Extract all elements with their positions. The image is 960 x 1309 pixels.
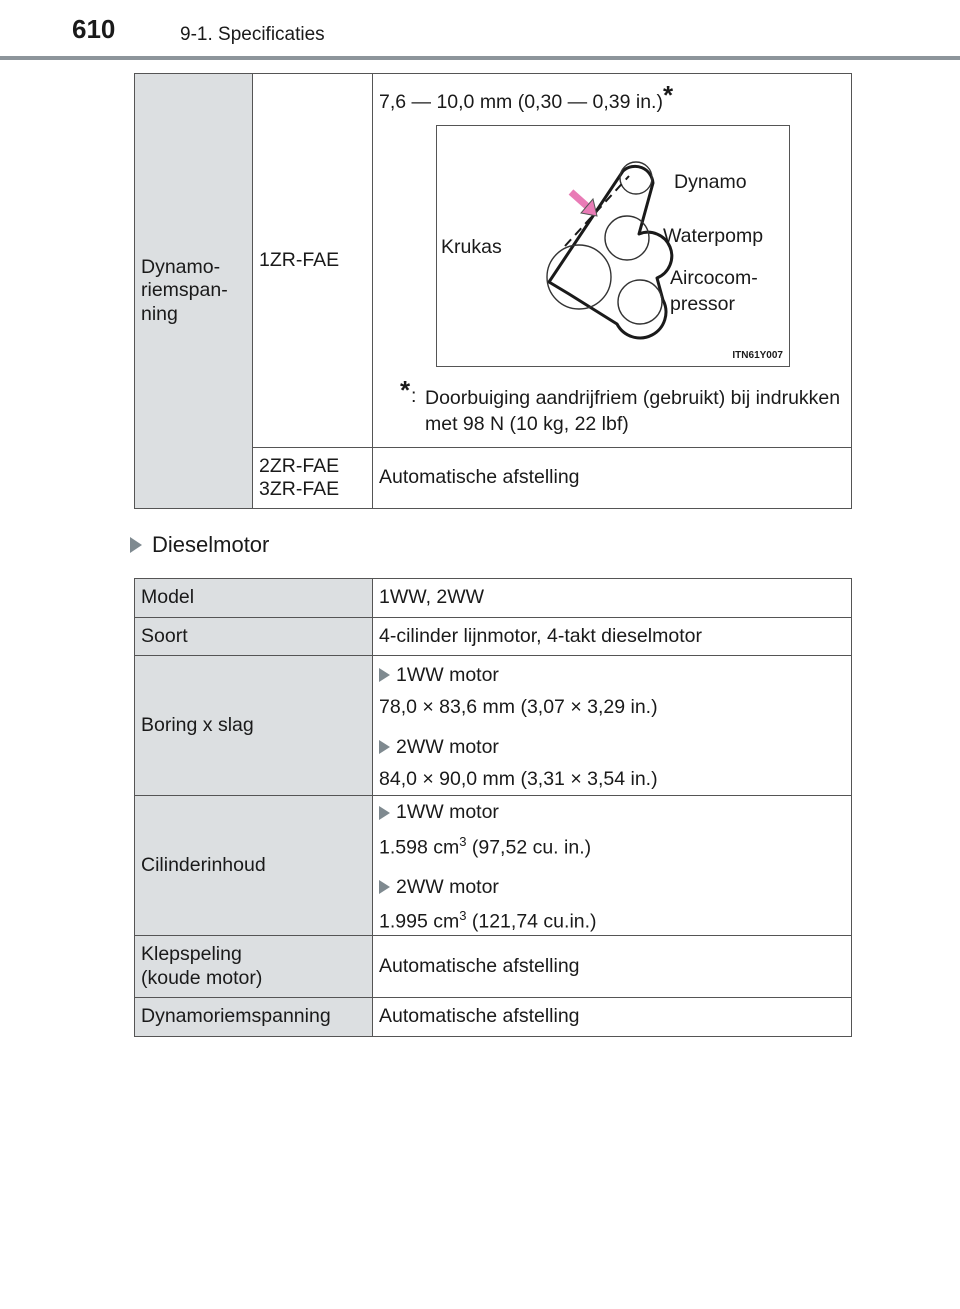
disp-2ww-num: 1.995 cm — [379, 910, 460, 933]
disp-1ww-rest: (97,52 cu. in.) — [466, 836, 592, 859]
footnote-colon: : — [411, 385, 417, 407]
disp-2ww-head-text: 2WW motor — [396, 875, 499, 898]
push-arrow-icon — [571, 192, 597, 216]
bore-1ww-head — [379, 664, 845, 687]
disp-1ww-head — [379, 801, 845, 824]
model-value: 1WW, 2WW — [373, 579, 852, 618]
bore-label: Boring x slag — [135, 656, 373, 796]
footnote-asterisk: * — [400, 375, 411, 405]
label-krukas: Krukas — [441, 236, 502, 258]
type-label: Soort — [135, 618, 373, 656]
table-row — [135, 796, 852, 936]
bore-2ww-head-text: 2WW motor — [396, 735, 499, 758]
valve-clearance-label-text: Klepspeling (koude motor) — [141, 943, 263, 989]
deflection-asterisk: * — [662, 80, 674, 110]
displacement-label: Cilinderinhoud — [135, 796, 373, 936]
bore-2ww-head — [379, 736, 845, 759]
deflection-cell — [373, 74, 852, 448]
page-number: 610 — [72, 14, 116, 44]
diagram-code: ITN61Y007 — [732, 350, 783, 361]
disp-1ww-value — [379, 834, 845, 860]
disp-1ww-num: 1.598 cm — [379, 836, 460, 859]
deflection-value — [379, 80, 674, 115]
label-waterpump: Waterpomp — [663, 225, 764, 247]
belt-diagram — [436, 125, 790, 367]
dynamo-belt-label: Dynamoriemspanning — [135, 998, 373, 1037]
table-row — [135, 618, 852, 656]
auto-adjust-text: Automatische afstelling — [379, 466, 580, 489]
disp-1ww-exp: 3 — [459, 833, 467, 849]
disp-2ww-value — [379, 908, 845, 934]
disp-2ww-head — [379, 876, 845, 899]
deflection-text: 7,6 — 10,0 mm (0,30 — 0,39 in.) — [379, 91, 663, 113]
engine-2zr-3zr-text: 2ZR-FAE 3ZR-FAE — [259, 454, 340, 500]
valve-clearance-value: Automatische afstelling — [373, 936, 852, 998]
bullet-triangle-icon — [379, 668, 390, 682]
label-aircompressor-1: Aircocom- — [670, 267, 758, 289]
belt-tension-table — [134, 73, 852, 509]
table-row — [135, 579, 852, 618]
bore-1ww-value: 78,0 × 83,6 mm (3,07 × 3,29 in.) — [379, 696, 658, 719]
bullet-triangle-icon — [379, 806, 390, 820]
diesel-heading — [130, 532, 269, 558]
auto-adjust-cell — [373, 448, 852, 509]
model-label: Model — [135, 579, 373, 618]
valve-clearance-label — [135, 936, 373, 998]
section-title: 9-1. Specificaties — [180, 24, 325, 45]
bullet-triangle-icon — [379, 880, 390, 894]
diesel-table — [134, 578, 852, 1037]
header-rule — [0, 56, 960, 60]
table-row — [135, 998, 852, 1037]
engine-1zr-text: 1ZR-FAE — [259, 248, 340, 271]
type-value: 4-cilinder lijnmotor, 4-takt dieselmotor — [373, 618, 852, 656]
table-row — [135, 656, 852, 796]
belt-tension-label-text: Dynamo- riemspan- ning — [141, 255, 228, 325]
bullet-triangle-icon — [379, 740, 390, 754]
engine-1zr-cell — [253, 74, 373, 448]
disp-2ww-rest: (121,74 cu.in.) — [466, 910, 597, 933]
belt-tension-label — [135, 74, 253, 509]
disp-2ww-exp: 3 — [459, 907, 467, 923]
bore-1ww-head-text: 1WW motor — [396, 663, 499, 686]
bullet-triangle-icon — [130, 537, 142, 553]
footnote-text: Doorbuiging aandrijfriem (gebruikt) bij indrukken met 98 N (10 kg, 22 lbf) — [425, 387, 841, 436]
engine-2zr-3zr-cell — [253, 448, 373, 509]
bore-value-cell — [373, 656, 852, 796]
table-row — [135, 936, 852, 998]
displacement-value-cell — [373, 796, 852, 936]
label-dynamo: Dynamo — [674, 171, 747, 193]
diesel-heading-text: Dieselmotor — [152, 532, 270, 557]
bore-2ww-value: 84,0 × 90,0 mm (3,31 × 3,54 in.) — [379, 767, 658, 790]
dynamo-belt-value: Automatische afstelling — [373, 998, 852, 1037]
label-aircompressor-2: pressor — [670, 293, 736, 315]
disp-1ww-head-text: 1WW motor — [396, 801, 499, 824]
